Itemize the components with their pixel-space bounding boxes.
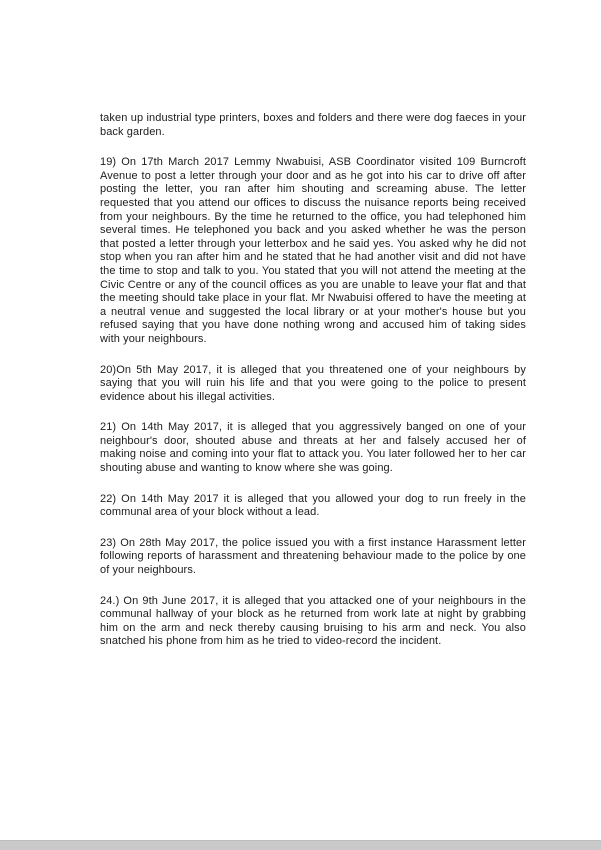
paragraph-22: 22) On 14th May 2017 it is alleged that you allowed your dog to run freely in the communal area of your block without a lead. <box>100 492 526 519</box>
paragraph-24: 24.) On 9th June 2017, it is alleged that you attacked one of your neighbours in the communal hallway of your block as he returned from work late at night by grabbing him on the arm and neck thereby causing bruising to his arm and neck. You also snatched his phone from him as he tried to video-record the incident. <box>100 594 526 648</box>
paragraph-19: 19) On 17th March 2017 Lemmy Nwabuisi, ASB Coordinator visited 109 Burncroft Avenue to post a letter through your door and as he got into his car to drive off after posting the letter, you ran after him shouting and screaming abuse. The letter requested that you attend our offices to discuss the nuisance reports being received from your neighbours. By the time he returned to the office, you had telephoned him several times. He telephoned you back and you asked whether he was the person that posted a letter through your letterbox and he said yes. You asked why he did not stop when you ran after him and he stated that he had another visit and did not have the time to stop and talk to you. You stated that you will not attend the meeting at the Civic Centre or any of the council offices as you are unable to leave your flat and that the meeting should take place in your flat. Mr Nwabuisi offered to have the meeting at a neutral venue and suggested the local library or at your mother's house but you refused saying that you have done nothing wrong and accused him of taking sides with your neighbours. <box>100 156 526 345</box>
paragraph-continuation: taken up industrial type printers, boxes and folders and there were dog faeces in your back garden. <box>100 112 526 138</box>
paragraph-23: 23) On 28th May 2017, the police issued you with a first instance Harassment letter following reports of harassment and threatening behaviour made to the police by one of your neighbours. <box>100 536 526 577</box>
paragraph-20: 20)On 5th May 2017, it is alleged that you threatened one of your neighbours by saying that you will ruin his life and that you were going to the police to present evidence about his illegal activities. <box>100 363 526 403</box>
document-text-block <box>100 112 526 666</box>
paragraph-21: 21) On 14th May 2017, it is alleged that you aggressively banged on one of your neighbour's door, shouted abuse and threats at her and falsely accused her of making noise and coming into your flat to attack you. You later followed her to her car shouting abuse and wanting to know where she was going. <box>100 421 526 475</box>
page-bottom-edge <box>0 840 601 850</box>
